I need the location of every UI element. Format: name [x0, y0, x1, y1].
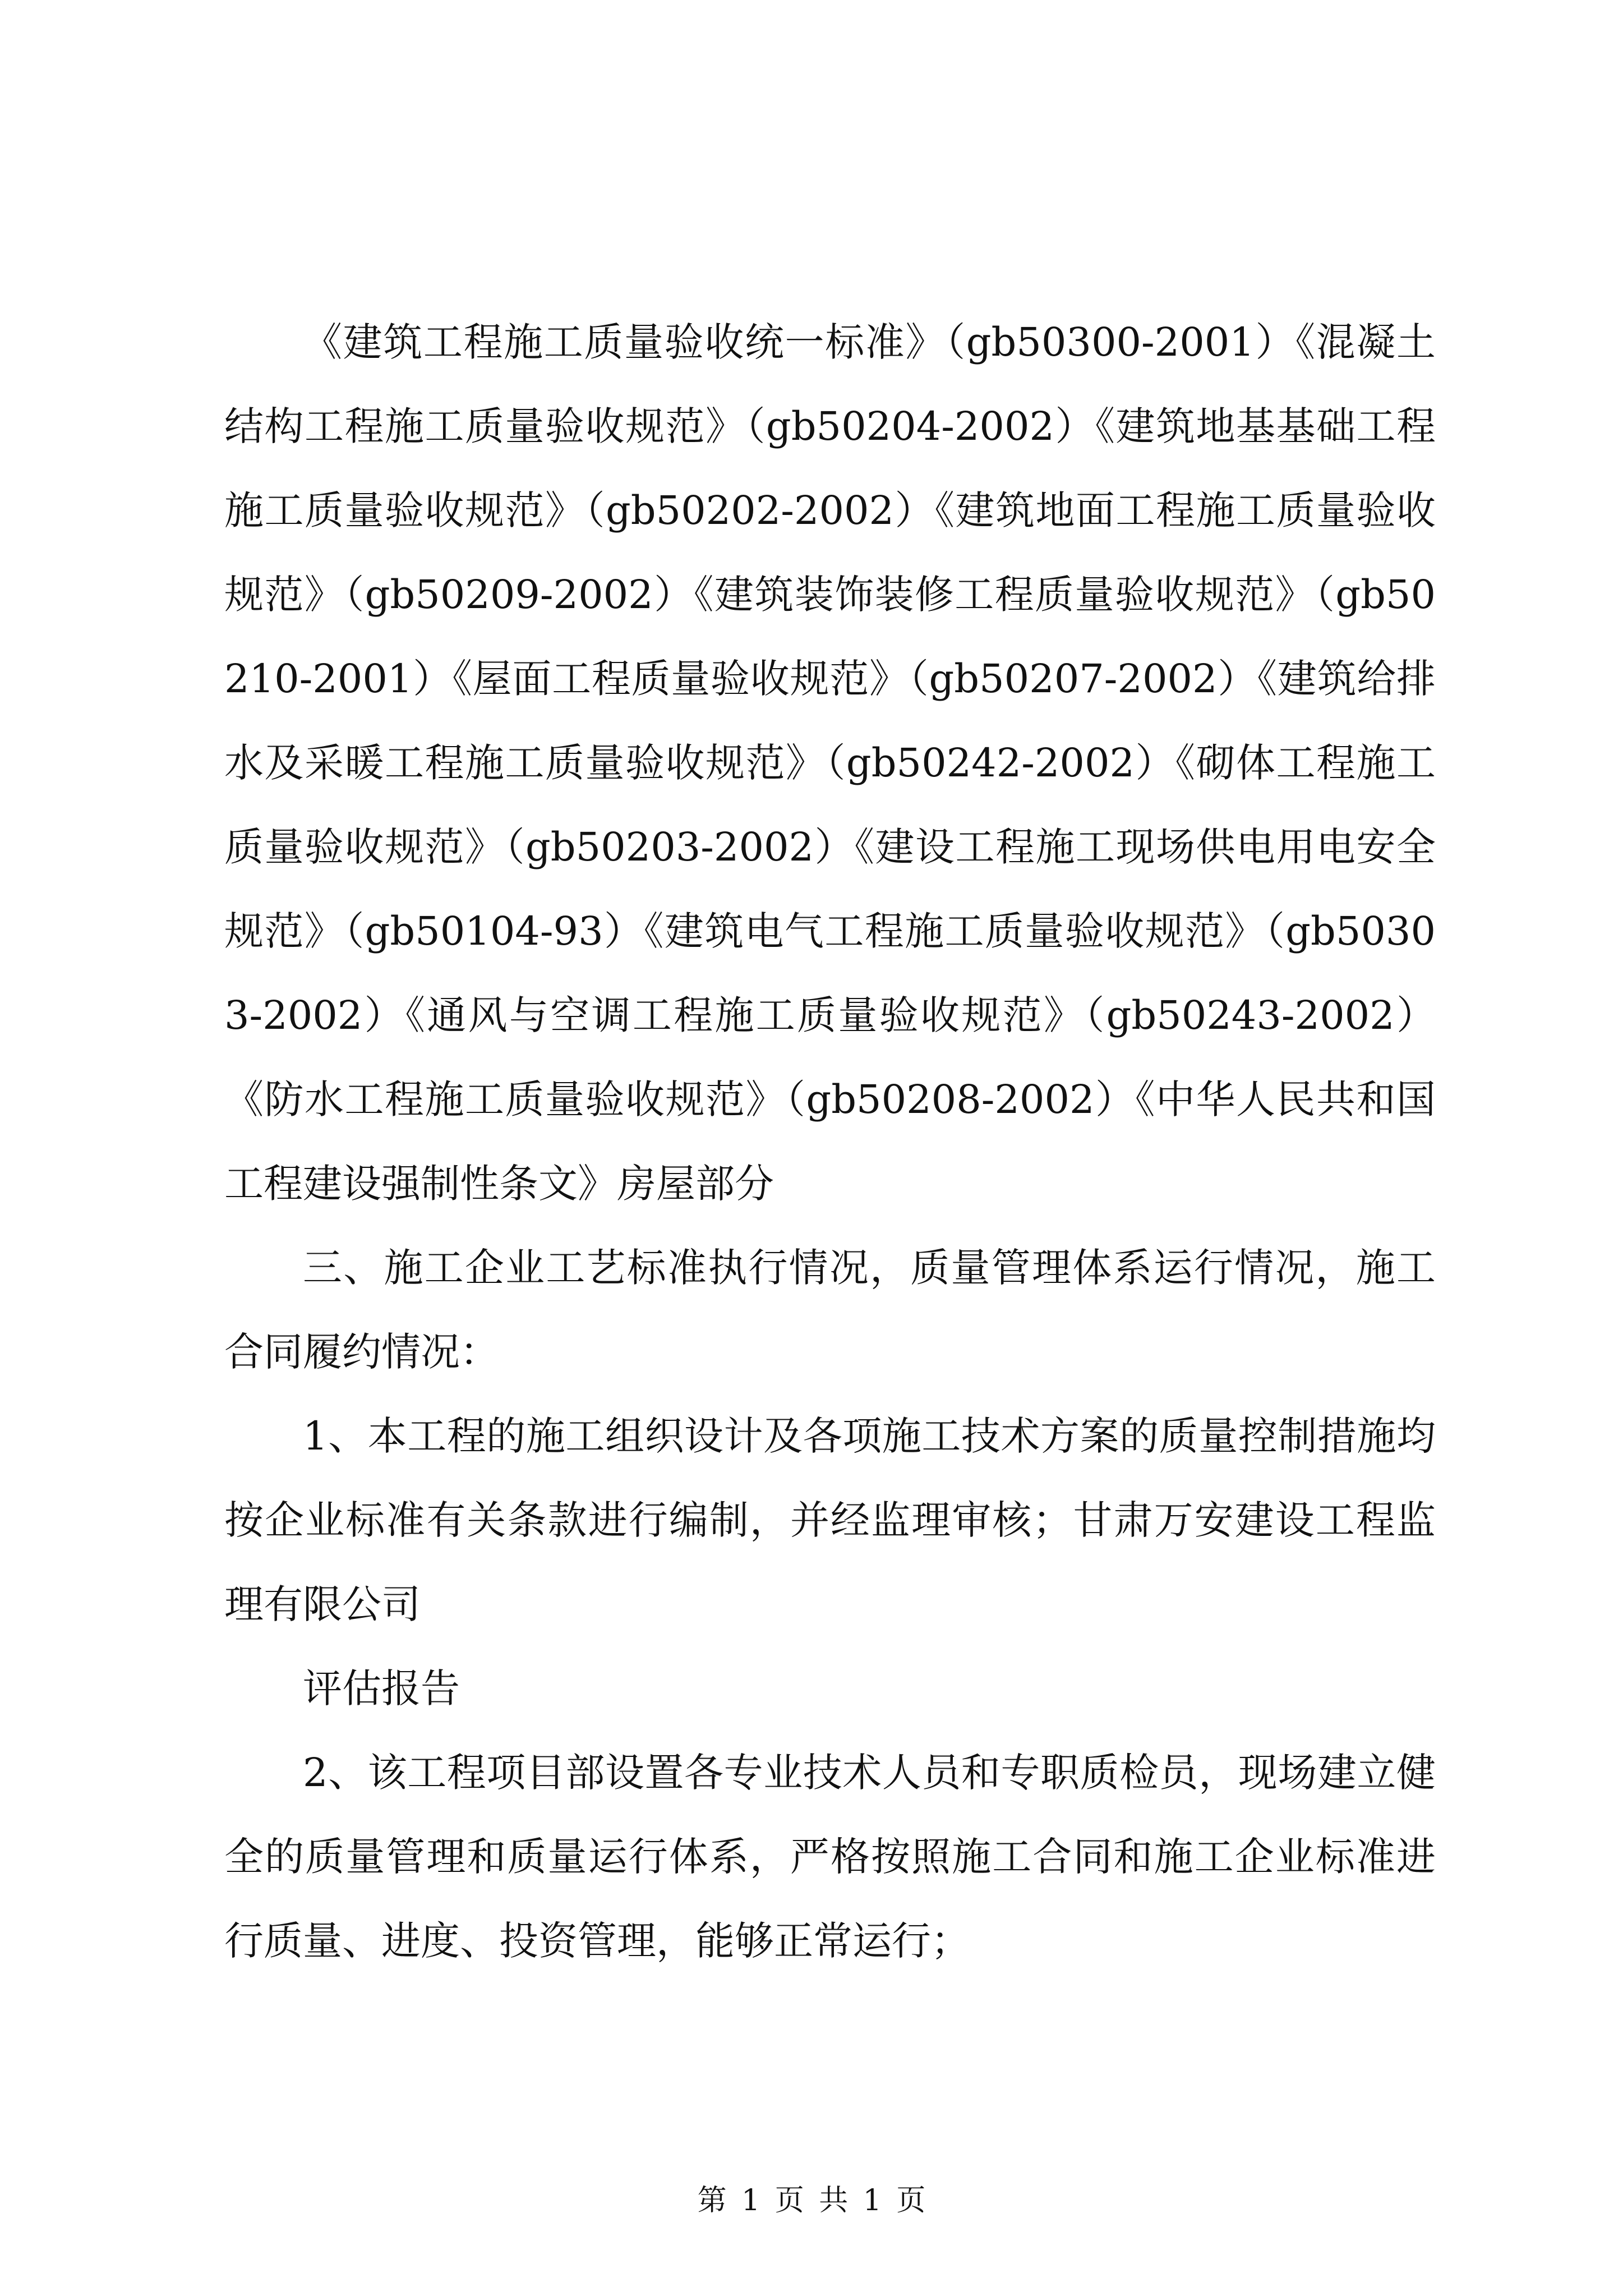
document-body [224, 300, 1436, 1983]
paragraph-item-two: 2、该工程项目部设置各专业技术人员和专职质检员，现场建立健全的质量管理和质量运行体系，严格按照施工合同和施工企业标准进行质量、进度、投资管理，能够正常运行； [224, 1750, 1436, 1964]
paragraph-section-three-heading: 三、施工企业工艺标准执行情况，质量管理体系运行情况，施工合同履约情况： [224, 1245, 1436, 1375]
paragraph-item-one: 1、本工程的施工组织设计及各项施工技术方案的质量控制措施均按企业标准有关条款进行编制，并经监理审核；甘肃万安建设工程监理有限公司 [224, 1413, 1436, 1627]
paragraph-standards-list: 《建筑工程施工质量验收统一标准》（gb50300-2001）《混凝土结构工程施工质量验收规范》（gb50204-2002）《建筑地基基础工程施工质量验收规范》（gb50202-2002）《建筑地面工程施工质量验收规范》（gb50209-2002）《建筑装饰装修工程质量验收规范》（gb50210-2001）《屋面工程质量验收规范》（gb50207-2002）《建筑给排水及采暖工程施工质量验收规范》（gb50242-2002）《砌体工程施工质量验收规范》（gb50203-2002）《建设工程施工现场供电用电安全规范》（gb50104-93）《建筑电气工程施工质量验收规范》（gb50303-2002）《通风与空调工程施工质量验收规范》（gb50243-2002）《防水工程施工质量验收规范》（gb50208-2002）《中华人民共和国工程建设强制性条文》房屋部分 [224, 319, 1436, 1207]
page-number-footer: 第 1 页 共 1 页 [697, 2184, 926, 2217]
paragraph-evaluation-report: 评估报告 [303, 1665, 460, 1711]
